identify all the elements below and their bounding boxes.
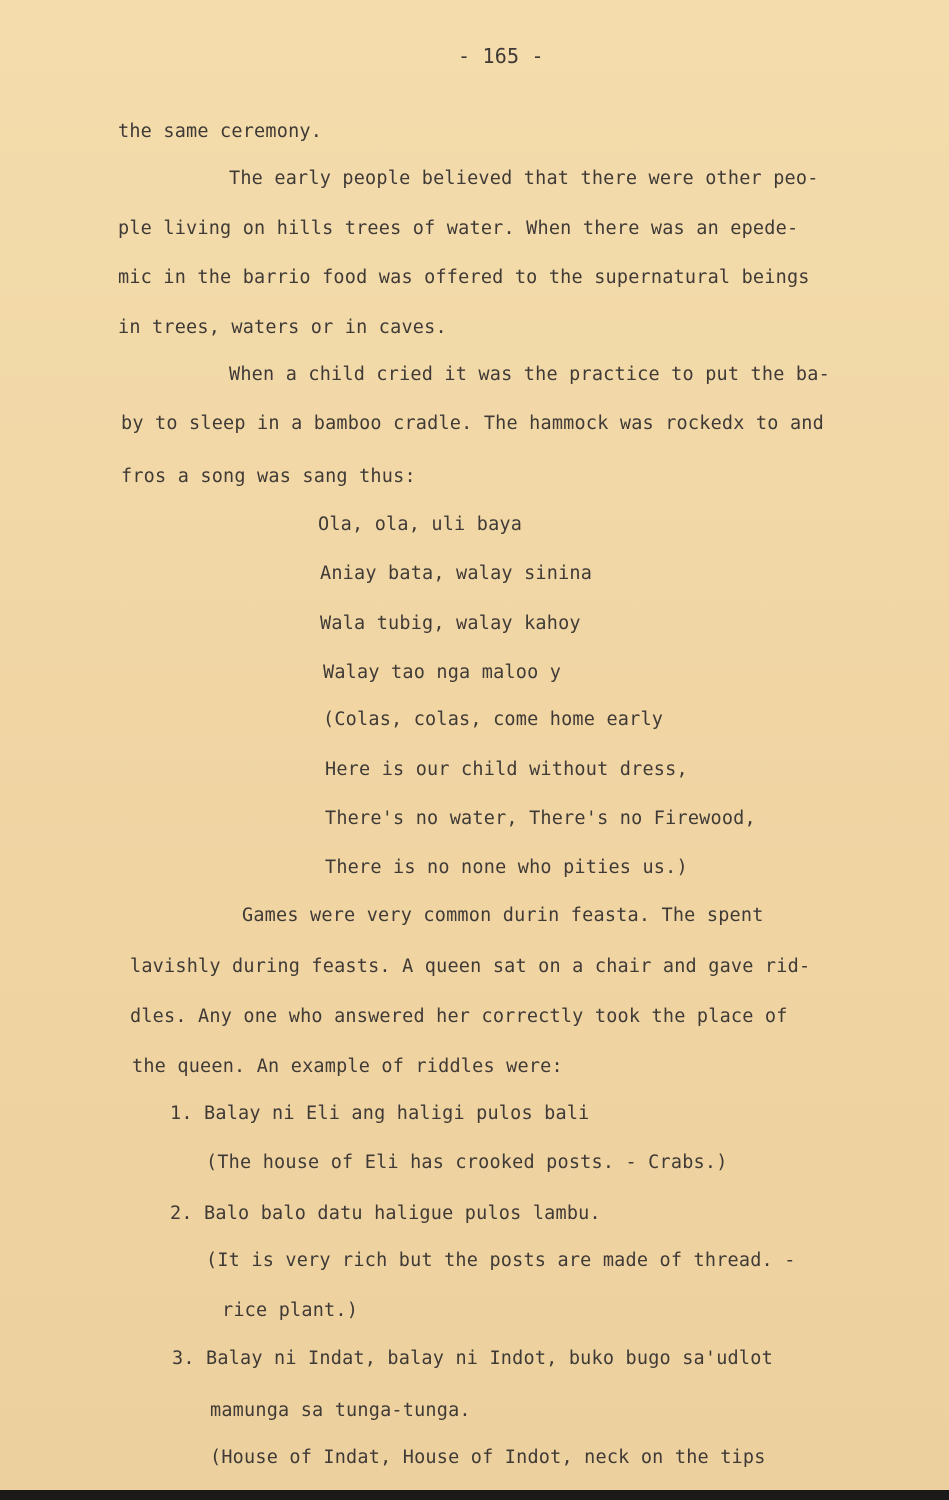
song-line: There is no none who pities us.) <box>325 857 688 878</box>
text-line: lavishly during feasts. A queen sat on a chair and gave rid- <box>130 956 811 977</box>
text-line: by to sleep in a bamboo cradle. The hammock was rockedx to and <box>121 413 824 434</box>
text-line: When a child cried it was the practice to put the ba- <box>229 364 830 385</box>
riddle-answer: rice plant.) <box>222 1300 359 1321</box>
song-line: Aniay bata, walay sinina <box>320 563 593 584</box>
page-bottom-edge <box>0 1490 949 1500</box>
song-line: Here is our child without dress, <box>325 759 688 780</box>
riddle-answer: (House of Indat, House of Indot, neck on the tips <box>210 1447 766 1468</box>
text-line: fros a song was sang thus: <box>121 466 416 487</box>
page-number: - 165 - <box>458 44 544 68</box>
text-line: the same ceremony. <box>118 121 323 142</box>
riddle-answer: (The house of Eli has crooked posts. - Crabs.) <box>206 1152 728 1173</box>
text-line: in trees, waters or in caves. <box>118 317 447 338</box>
song-line: Wala tubig, walay kahoy <box>320 613 581 634</box>
text-line: ple living on hills trees of water. When there was an epede- <box>118 218 799 239</box>
song-line: Ola, ola, uli baya <box>318 514 523 535</box>
song-line: (Colas, colas, come home early <box>323 709 664 730</box>
text-line: The early people believed that there were other peo- <box>229 168 819 189</box>
text-line: the queen. An example of riddles were: <box>132 1056 563 1077</box>
text-line: dles. Any one who answered her correctly took the place of <box>130 1006 788 1027</box>
text-line: mic in the barrio food was offered to the supernatural beings <box>118 267 810 288</box>
riddle-answer: (It is very rich but the posts are made of thread. - <box>206 1250 796 1271</box>
riddle-item: mamunga sa tunga-tunga. <box>210 1400 471 1421</box>
riddle-item: 3. Balay ni Indat, balay ni Indot, buko bugo sa'udlot <box>172 1348 773 1369</box>
text-line: Games were very common durin feasta. The spent <box>242 905 764 926</box>
song-line: Walay tao nga maloo y <box>323 662 562 683</box>
riddle-item: 2. Balo balo datu haligue pulos lambu. <box>170 1203 601 1224</box>
song-line: There's no water, There's no Firewood, <box>325 808 756 829</box>
riddle-item: 1. Balay ni Eli ang haligi pulos bali <box>170 1103 590 1124</box>
